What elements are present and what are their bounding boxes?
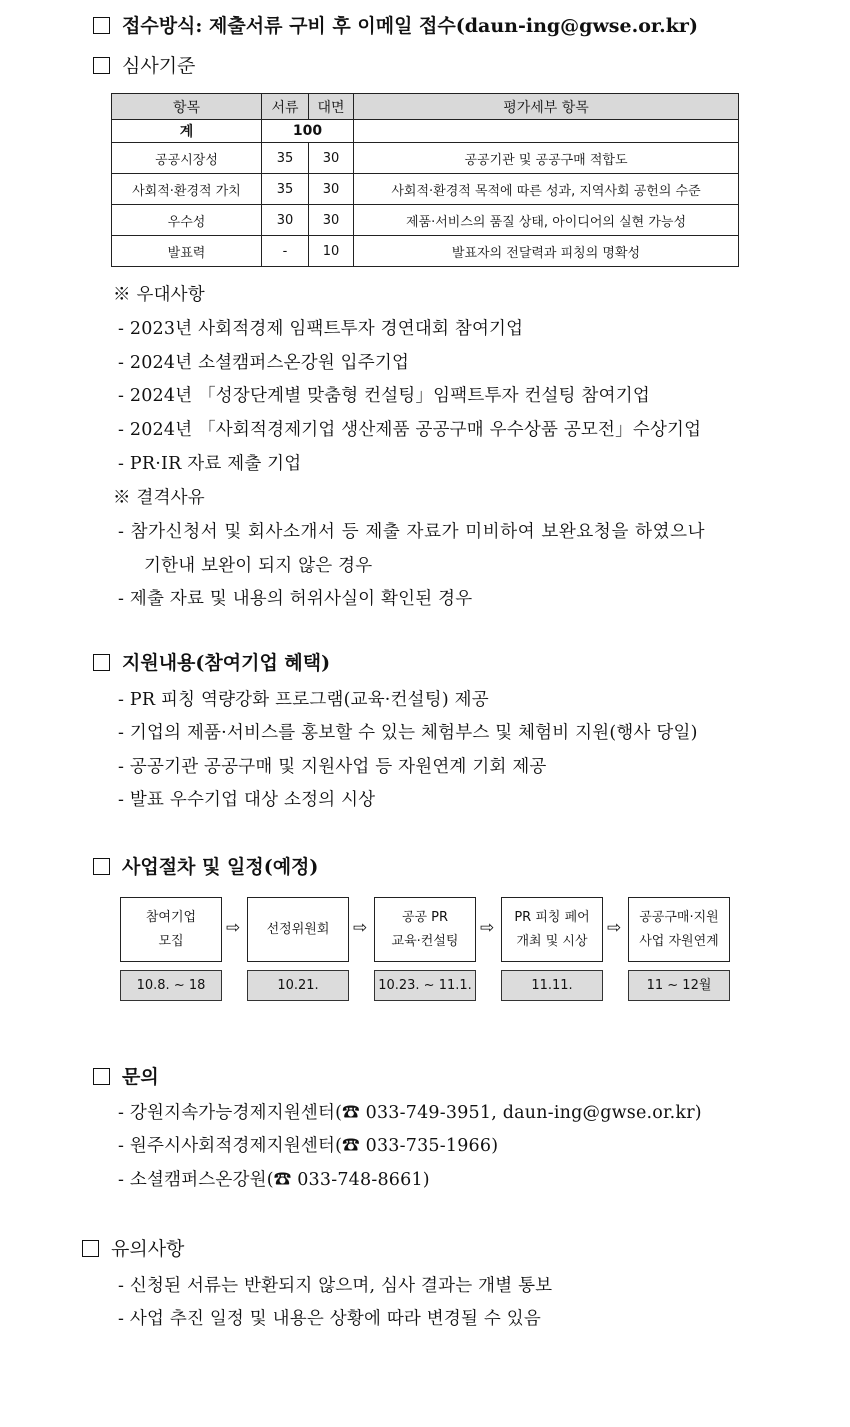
checkbox-square-icon <box>93 17 110 34</box>
step-date: 11.11. <box>501 970 603 1001</box>
row-doc-score: 35 <box>262 174 309 205</box>
checkbox-square-icon <box>93 57 110 74</box>
process-step <box>247 897 349 962</box>
right-arrow-icon: ⇨ <box>480 918 495 938</box>
table-row <box>112 143 739 174</box>
step-line: 사업 자원연계 <box>639 933 719 949</box>
total-label: 계 <box>112 120 262 143</box>
step-line: 공공 PR <box>401 909 449 925</box>
row-item: 사회적·환경적 가치 <box>112 174 262 205</box>
contact-heading <box>93 1062 159 1089</box>
contact-phone: 033-735-1966) <box>365 1136 499 1156</box>
row-face-score: 30 <box>309 174 354 205</box>
contact-phone: 033-748-8661) <box>297 1170 430 1190</box>
contact-org: - 원주시사회적경제지원센터( <box>118 1136 343 1156</box>
process-step <box>374 897 476 962</box>
contact-item <box>118 1099 702 1124</box>
support-item: - PR 피칭 역량강화 프로그램(교육·컨설팅) 제공 <box>118 690 489 710</box>
step-line: 교육·컨설팅 <box>391 933 459 949</box>
row-detail: 제품·서비스의 품질 상태, 아이디어의 실현 가능성 <box>354 205 739 236</box>
process-title: 사업절차 및 일정(예정) <box>122 856 319 878</box>
table-header-cell: 항목 <box>112 94 262 120</box>
checkbox-square-icon <box>93 858 110 875</box>
process-step <box>120 897 222 962</box>
row-detail: 공공기관 및 공공구매 적합도 <box>354 143 739 174</box>
row-item: 공공시장성 <box>112 143 262 174</box>
disqualification-item: - 참가신청서 및 회사소개서 등 제출 자료가 미비하여 보완요청을 하였으나 <box>118 522 706 542</box>
row-doc-score: 30 <box>262 205 309 236</box>
support-item: - 발표 우수기업 대상 소정의 시상 <box>118 790 376 810</box>
support-item: - 공공기관 공공구매 및 지원사업 등 자원연계 기회 제공 <box>118 757 547 777</box>
table-header-cell: 평가세부 항목 <box>354 94 739 120</box>
row-item: 우수성 <box>112 205 262 236</box>
preference-item: - 2024년 「성장단계별 맞춤형 컨설팅」임팩트투자 컨설팅 참여기업 <box>118 386 650 406</box>
table-row <box>112 236 739 267</box>
phone-icon: ☎ <box>342 1103 360 1123</box>
row-face-score: 30 <box>309 143 354 174</box>
disqualification-item: - 제출 자료 및 내용의 허위사실이 확인된 경우 <box>118 589 473 609</box>
support-item: - 기업의 제품·서비스를 홍보할 수 있는 체험부스 및 체험비 지원(행사 당일) <box>118 723 698 743</box>
step-date: 10.23. ~ 11.1. <box>374 970 476 1001</box>
right-arrow-icon: ⇨ <box>226 918 241 938</box>
apply-method-heading <box>93 11 698 38</box>
step-line: 개최 및 시상 <box>516 933 588 949</box>
step-line: 공공구매·지원 <box>639 909 719 925</box>
support-heading <box>93 648 330 675</box>
notes-heading <box>82 1234 184 1261</box>
row-doc-score: 35 <box>262 143 309 174</box>
total-value: 100 <box>262 120 354 143</box>
process-heading <box>93 852 318 879</box>
table-total-row <box>112 120 739 143</box>
row-face-score: 10 <box>309 236 354 267</box>
contact-org: - 소셜캠퍼스온강원( <box>118 1170 274 1190</box>
process-step <box>628 897 730 962</box>
preference-item: - 2024년 소셜캠퍼스온강원 입주기업 <box>118 353 410 373</box>
step-line: 모집 <box>158 933 184 949</box>
process-step <box>501 897 603 962</box>
step-date: 10.8. ~ 18 <box>120 970 222 1001</box>
step-line: 선정위원회 <box>266 921 330 937</box>
step-line: 참여기업 <box>145 909 197 925</box>
row-detail: 사회적·환경적 목적에 따른 성과, 지역사회 공헌의 수준 <box>354 174 739 205</box>
right-arrow-icon: ⇨ <box>607 918 622 938</box>
table-header-cell: 서류 <box>262 94 309 120</box>
step-date: 10.21. <box>247 970 349 1001</box>
step-date: 11 ~ 12월 <box>628 970 730 1001</box>
preference-item: - 2023년 사회적경제 임팩트투자 경연대회 참여기업 <box>118 319 524 339</box>
review-title: 심사기준 <box>122 55 196 77</box>
step-line: PR 피칭 페어 <box>514 909 590 925</box>
disqualification-title: ※ 결격사유 <box>113 488 205 508</box>
review-criteria-table <box>111 93 739 267</box>
row-detail: 발표자의 전달력과 피칭의 명확성 <box>354 236 739 267</box>
notes-title: 유의사항 <box>111 1238 185 1260</box>
right-arrow-icon: ⇨ <box>353 918 368 938</box>
checkbox-square-icon <box>82 1240 99 1257</box>
row-doc-score: - <box>262 236 309 267</box>
table-row <box>112 205 739 236</box>
support-title: 지원내용(참여기업 혜택) <box>122 652 331 674</box>
checkbox-square-icon <box>93 654 110 671</box>
disqualification-item-cont: 기한내 보완이 되지 않은 경우 <box>144 556 373 576</box>
phone-icon: ☎ <box>273 1170 292 1190</box>
preference-item: - PR·IR 자료 제출 기업 <box>118 454 302 474</box>
notes-item: - 사업 추진 일정 및 내용은 상황에 따라 변경될 수 있음 <box>118 1309 541 1329</box>
notes-item: - 신청된 서류는 반환되지 않으며, 심사 결과는 개별 통보 <box>118 1276 553 1296</box>
table-header-cell: 대면 <box>309 94 354 120</box>
preference-item: - 2024년 「사회적경제기업 생산제품 공공구매 우수상품 공모전」수상기업 <box>118 420 702 440</box>
phone-icon: ☎ <box>342 1136 360 1156</box>
total-empty <box>354 120 739 143</box>
row-item: 발표력 <box>112 236 262 267</box>
contact-phone: 033-749-3951, daun-ing@gwse.or.kr) <box>365 1103 702 1123</box>
table-header-row <box>112 94 739 120</box>
contact-item <box>118 1132 498 1157</box>
apply-method-text: 접수방식: 제출서류 구비 후 이메일 접수(daun-ing@gwse.or.kr) <box>122 15 698 37</box>
contact-org: - 강원지속가능경제지원센터( <box>118 1103 343 1123</box>
contact-item <box>118 1166 430 1191</box>
table-row <box>112 174 739 205</box>
row-face-score: 30 <box>309 205 354 236</box>
contact-title: 문의 <box>122 1066 159 1088</box>
preference-title: ※ 우대사항 <box>113 285 205 305</box>
checkbox-square-icon <box>93 1068 110 1085</box>
review-heading <box>93 51 195 78</box>
